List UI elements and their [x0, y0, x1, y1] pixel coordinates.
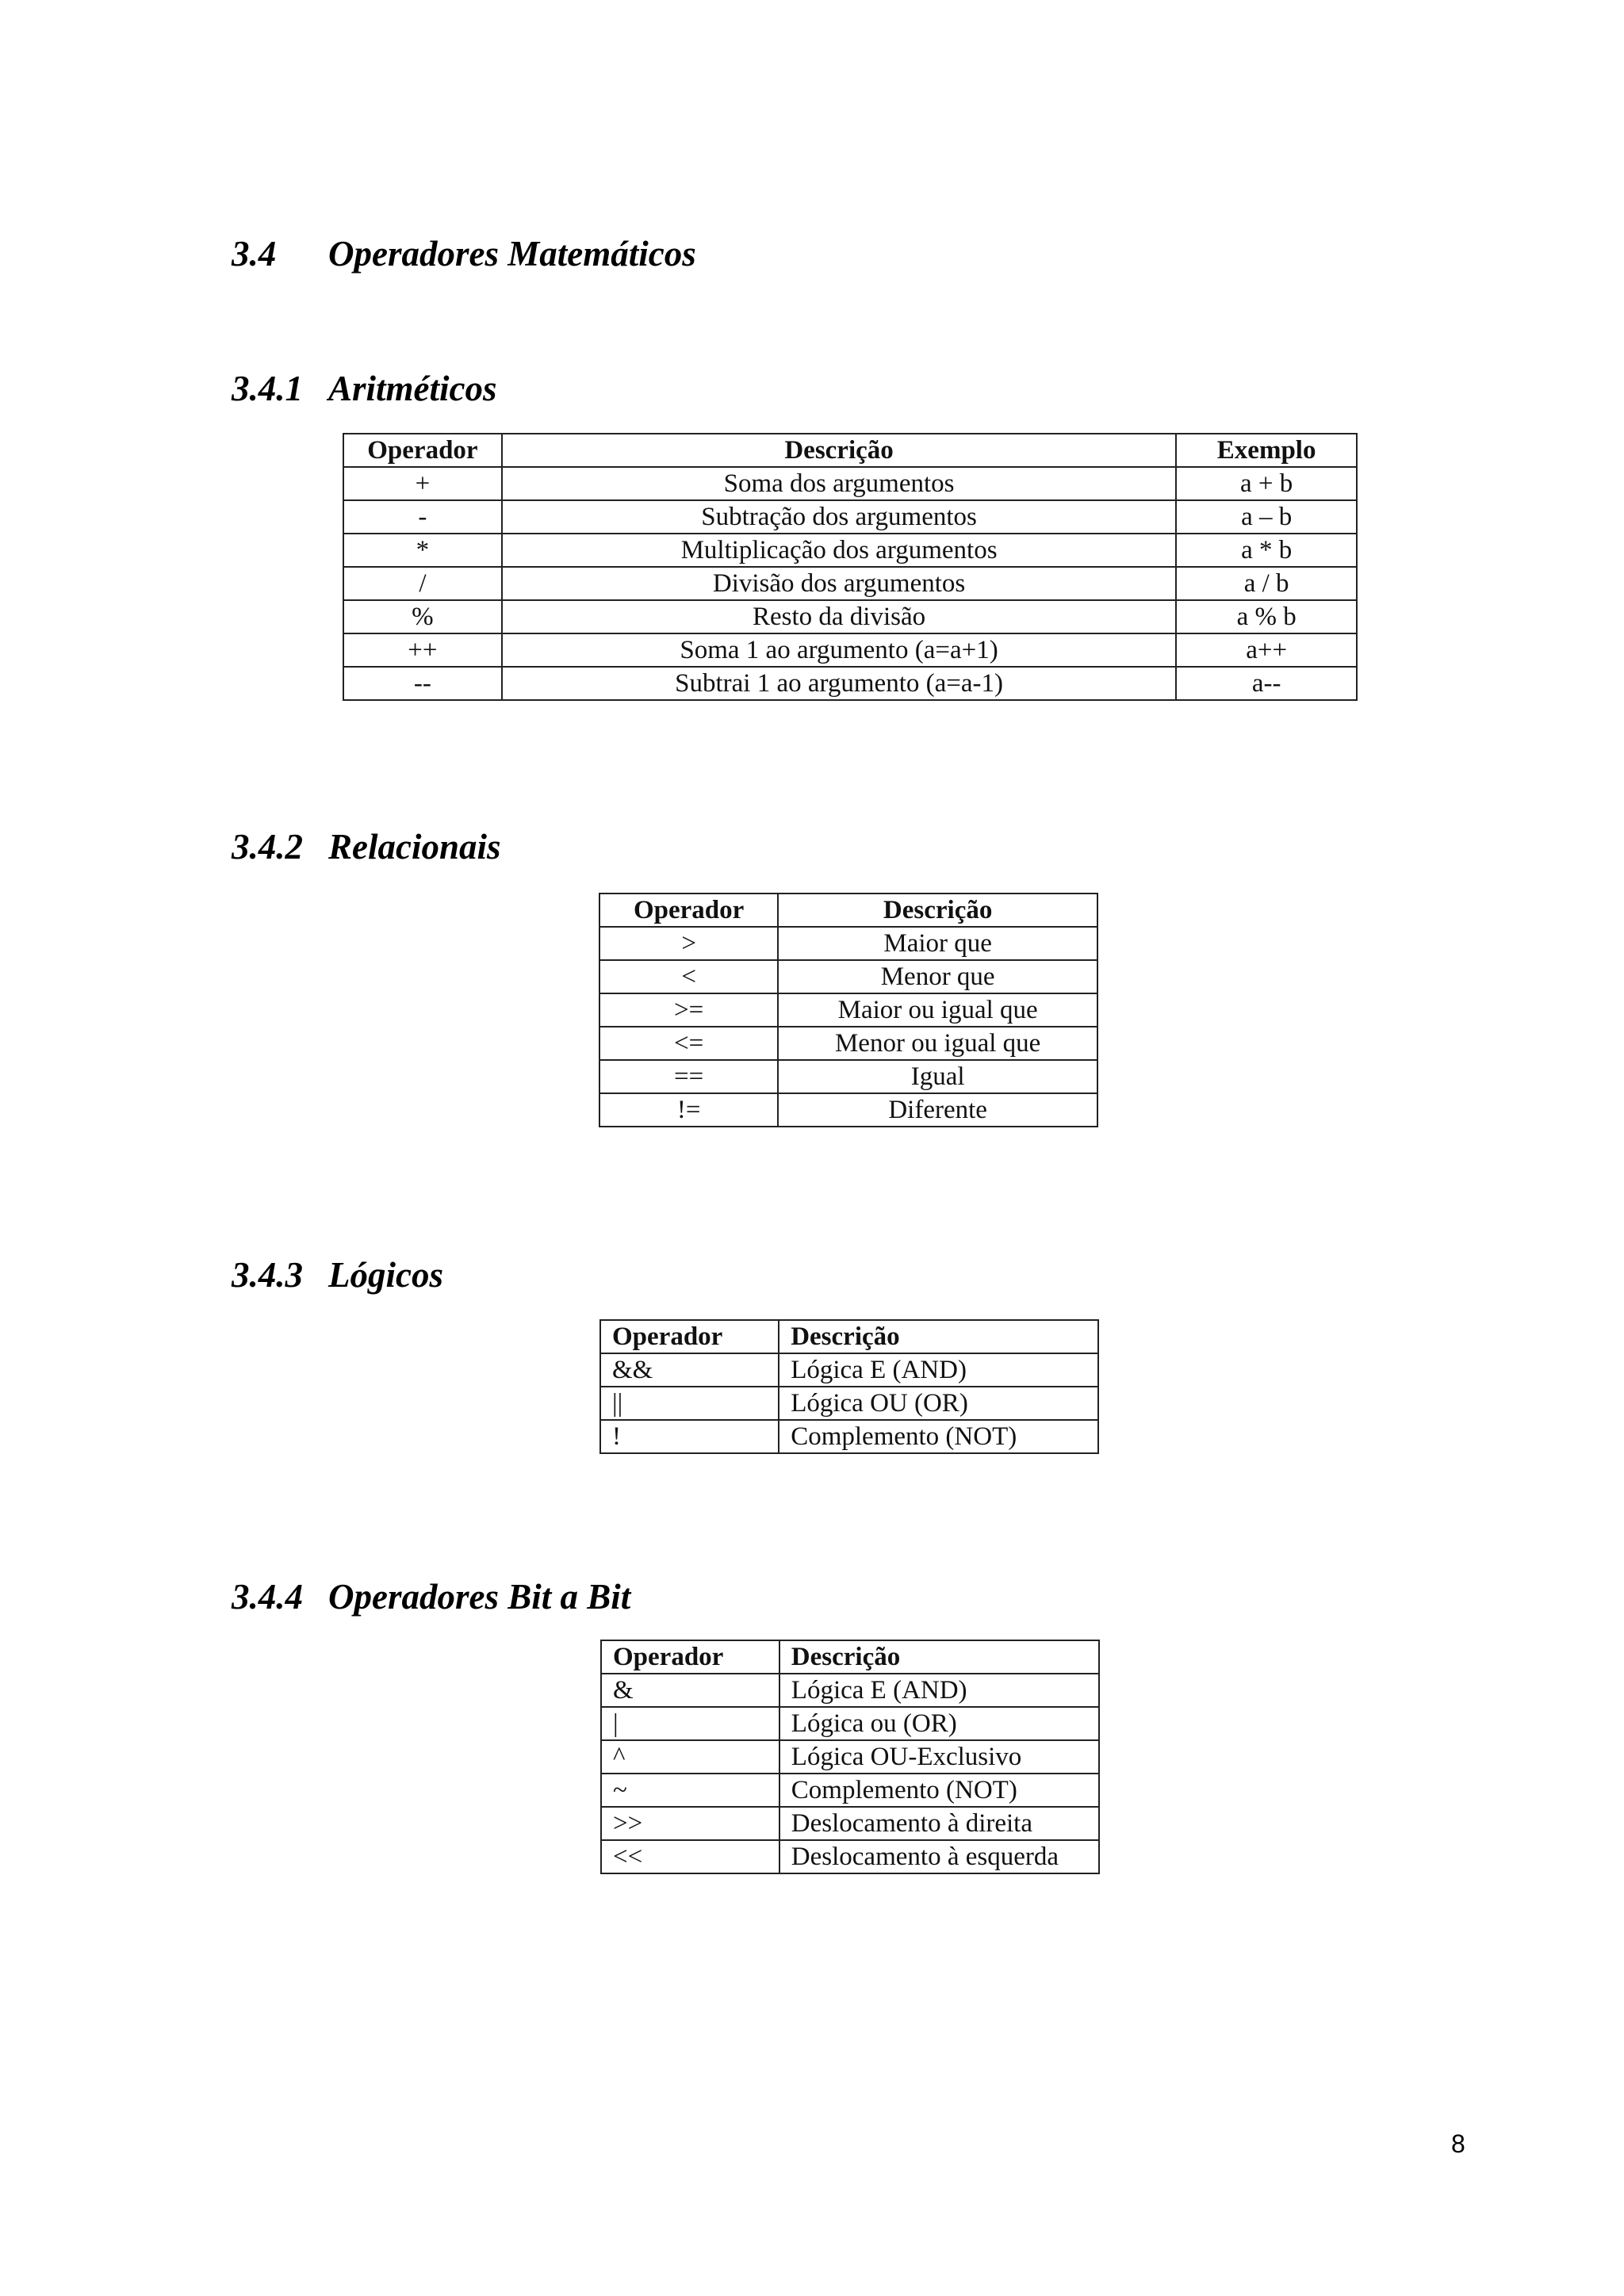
table-row — [599, 960, 1097, 993]
table-row — [343, 567, 1357, 600]
relational-operators-table — [599, 893, 1098, 1127]
table-header-row — [599, 894, 1097, 927]
subsection-heading-aritmeticos — [232, 366, 497, 411]
arithmetic-operators-table — [343, 433, 1358, 701]
table-row — [600, 1387, 1098, 1420]
table-row — [601, 1740, 1099, 1774]
description-cell: Lógica E (AND) — [779, 1674, 1099, 1707]
description-cell: Menor ou igual que — [778, 1027, 1097, 1060]
description-cell: Lógica E (AND) — [779, 1353, 1098, 1387]
subsection-heading-logicos — [232, 1253, 443, 1297]
section-title: Operadores Matemáticos — [328, 234, 696, 274]
operator-cell: >> — [601, 1807, 779, 1840]
operator-cell: % — [343, 600, 502, 633]
table-header-row — [343, 434, 1357, 467]
operator-cell: <= — [599, 1027, 778, 1060]
page-number: 8 — [1451, 2130, 1465, 2158]
description-cell: Maior que — [778, 927, 1097, 960]
description-cell: Diferente — [778, 1093, 1097, 1127]
table-row — [343, 633, 1357, 667]
description-cell: Subtrai 1 ao argumento (a=a-1) — [502, 667, 1176, 700]
description-cell: Lógica ou (OR) — [779, 1707, 1099, 1740]
operator-cell: & — [601, 1674, 779, 1707]
subsection-title: Operadores Bit a Bit — [328, 1577, 631, 1617]
example-cell: a++ — [1176, 633, 1357, 667]
table-row — [600, 1353, 1098, 1387]
description-cell: Subtração dos argumentos — [502, 500, 1176, 534]
operator-cell: >= — [599, 993, 778, 1027]
operator-cell: ^ — [601, 1740, 779, 1774]
subsection-heading-relacionais — [232, 825, 501, 869]
operator-cell: ~ — [601, 1774, 779, 1807]
subsection-title: Relacionais — [328, 827, 501, 867]
operator-cell: << — [601, 1840, 779, 1873]
table-row — [343, 534, 1357, 567]
example-cell: a % b — [1176, 600, 1357, 633]
table-row — [601, 1674, 1099, 1707]
table-row — [599, 993, 1097, 1027]
table-row — [601, 1774, 1099, 1807]
subsection-number: 3.4.3 — [232, 1255, 303, 1295]
description-cell: Menor que — [778, 960, 1097, 993]
column-header: Operador — [601, 1640, 779, 1674]
operator-cell: ++ — [343, 633, 502, 667]
column-header: Descrição — [779, 1640, 1099, 1674]
description-cell: Divisão dos argumentos — [502, 567, 1176, 600]
table-row — [600, 1420, 1098, 1453]
column-header: Descrição — [778, 894, 1097, 927]
table-row — [601, 1840, 1099, 1873]
subsection-number: 3.4.1 — [232, 369, 303, 408]
table-row — [343, 467, 1357, 500]
section-number: 3.4 — [232, 234, 277, 274]
description-cell: Soma 1 ao argumento (a=a+1) — [502, 633, 1176, 667]
subsection-title: Lógicos — [328, 1255, 443, 1295]
column-header: Descrição — [502, 434, 1176, 467]
example-cell: a * b — [1176, 534, 1357, 567]
description-cell: Lógica OU-Exclusivo — [779, 1740, 1099, 1774]
operator-cell: && — [600, 1353, 779, 1387]
table-row — [599, 1093, 1097, 1127]
description-cell: Maior ou igual que — [778, 993, 1097, 1027]
description-cell: Lógica OU (OR) — [779, 1387, 1098, 1420]
table-header-row — [601, 1640, 1099, 1674]
operator-cell: != — [599, 1093, 778, 1127]
table-row — [601, 1707, 1099, 1740]
subsection-number: 3.4.4 — [232, 1577, 303, 1617]
description-cell: Soma dos argumentos — [502, 467, 1176, 500]
example-cell: a – b — [1176, 500, 1357, 534]
column-header: Descrição — [779, 1320, 1098, 1353]
operator-cell: ! — [600, 1420, 779, 1453]
description-cell: Complemento (NOT) — [779, 1420, 1098, 1453]
operator-cell: || — [600, 1387, 779, 1420]
description-cell: Multiplicação dos argumentos — [502, 534, 1176, 567]
column-header: Exemplo — [1176, 434, 1357, 467]
description-cell: Resto da divisão — [502, 600, 1176, 633]
subsection-heading-bit-a-bit — [232, 1575, 630, 1619]
column-header: Operador — [600, 1320, 779, 1353]
description-cell: Igual — [778, 1060, 1097, 1093]
operator-cell: > — [599, 927, 778, 960]
section-heading — [232, 232, 696, 276]
column-header: Operador — [599, 894, 778, 927]
example-cell: a + b — [1176, 467, 1357, 500]
operator-cell: + — [343, 467, 502, 500]
description-cell: Complemento (NOT) — [779, 1774, 1099, 1807]
table-row — [343, 500, 1357, 534]
description-cell: Deslocamento à direita — [779, 1807, 1099, 1840]
table-row — [599, 1027, 1097, 1060]
operator-cell: < — [599, 960, 778, 993]
subsection-title: Aritméticos — [328, 369, 497, 408]
subsection-number: 3.4.2 — [232, 827, 303, 867]
table-row — [601, 1807, 1099, 1840]
operator-cell: | — [601, 1707, 779, 1740]
logical-operators-table — [599, 1319, 1099, 1454]
bitwise-operators-table — [600, 1640, 1100, 1874]
table-row — [599, 927, 1097, 960]
table-row — [599, 1060, 1097, 1093]
column-header: Operador — [343, 434, 502, 467]
example-cell: a-- — [1176, 667, 1357, 700]
table-row — [343, 600, 1357, 633]
operator-cell: - — [343, 500, 502, 534]
table-row — [343, 667, 1357, 700]
table-header-row — [600, 1320, 1098, 1353]
operator-cell: * — [343, 534, 502, 567]
operator-cell: / — [343, 567, 502, 600]
description-cell: Deslocamento à esquerda — [779, 1840, 1099, 1873]
example-cell: a / b — [1176, 567, 1357, 600]
operator-cell: == — [599, 1060, 778, 1093]
operator-cell: -- — [343, 667, 502, 700]
